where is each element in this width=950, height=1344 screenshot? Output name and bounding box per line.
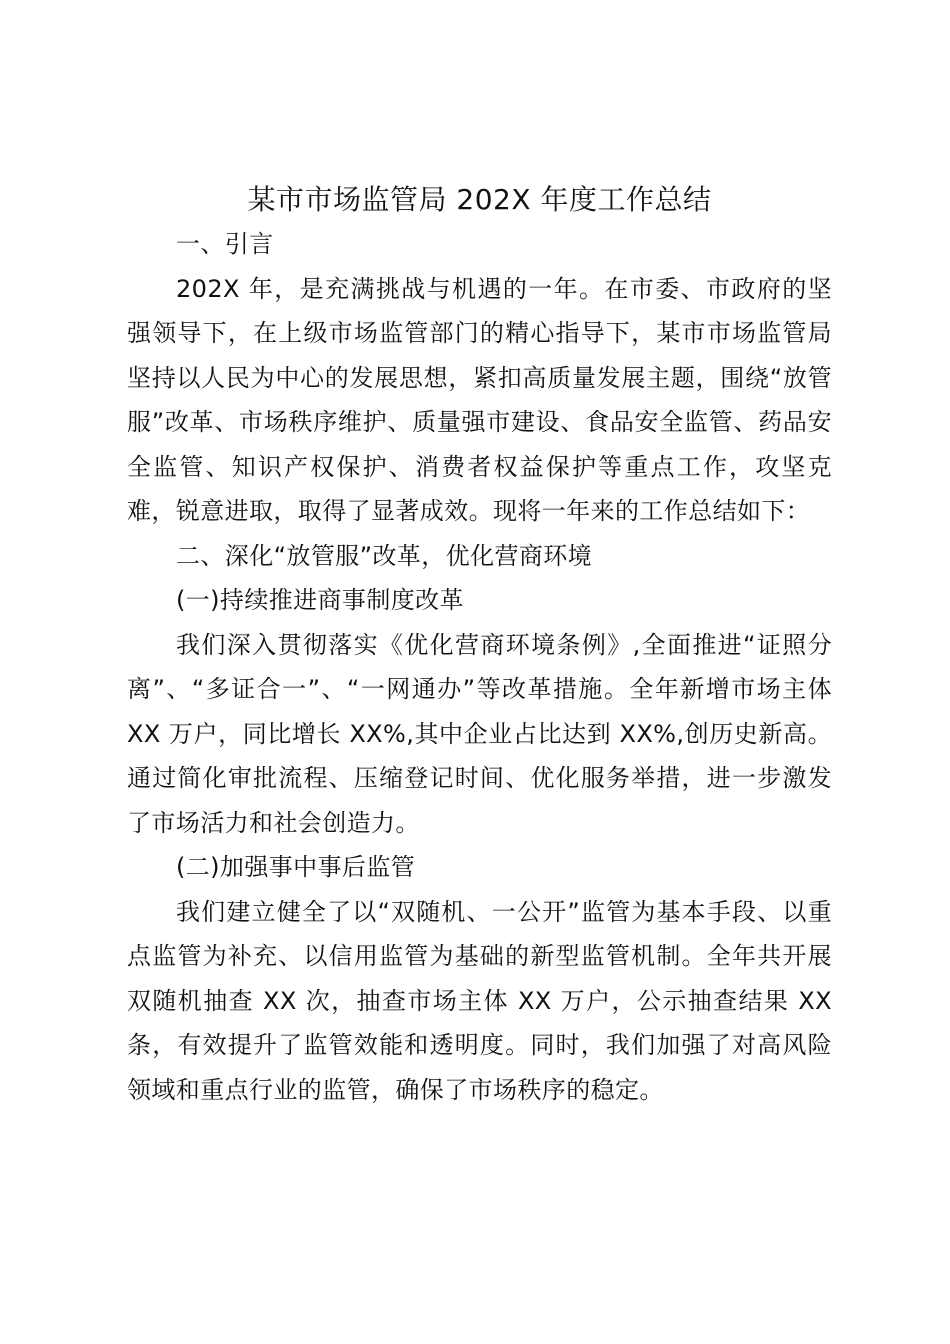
intro-paragraph: 202X 年，是充满挑战与机遇的一年。在市委、市政府的坚强领导下，在上级市场监管部门的精心指导下，某市市场监管局坚持以人民为中心的发展思想，紧扣高质量发展主题，围绕“放管服”改革、市场秩序维护、质量强市建设、食品安全监管、药品安全监管、知识产权保护、消费者权益保护等重点工作，攻坚克难，锐意进取，取得了显著成效。现将一年来的工作总结如下： [127,274,832,525]
supervision-paragraph: 我们建立健全了以“双随机、一公开”监管为基本手段、以重点监管为补充、以信用监管为基础的新型监管机制。全年共开展双随机抽查 XX 次，抽查市场主体 XX 万户，公示抽查结果 XX 条，有效提升了监管效能和透明度。同时，我们加强了对高风险领域和重点行业的监管，确保了市场秩序的稳定。 [127,897,832,1104]
section-heading-reform: 二、深化“放管服”改革，优化营商环境 [176,541,593,570]
document-title: 某市市场监管局 202X 年度工作总结 [247,183,712,216]
document-page [127,178,832,1112]
business-reform-paragraph: 我们深入贯彻落实《优化营商环境条例》,全面推进“证照分离”、“多证合一”、“一网通办”等改革措施。全年新增市场主体 XX 万户，同比增长 XX%,其中企业占比达到 XX%,创历史新高。通过简化审批流程、压缩登记时间、优化服务举措，进一步激发了市场活力和社会创造力。 [127,630,832,837]
subsection-heading-business-reform: (一)持续推进商事制度改革 [176,586,464,614]
subsection-heading-supervision: (二)加强事中事后监管 [176,853,416,881]
section-heading-intro: 一、引言 [176,230,274,258]
